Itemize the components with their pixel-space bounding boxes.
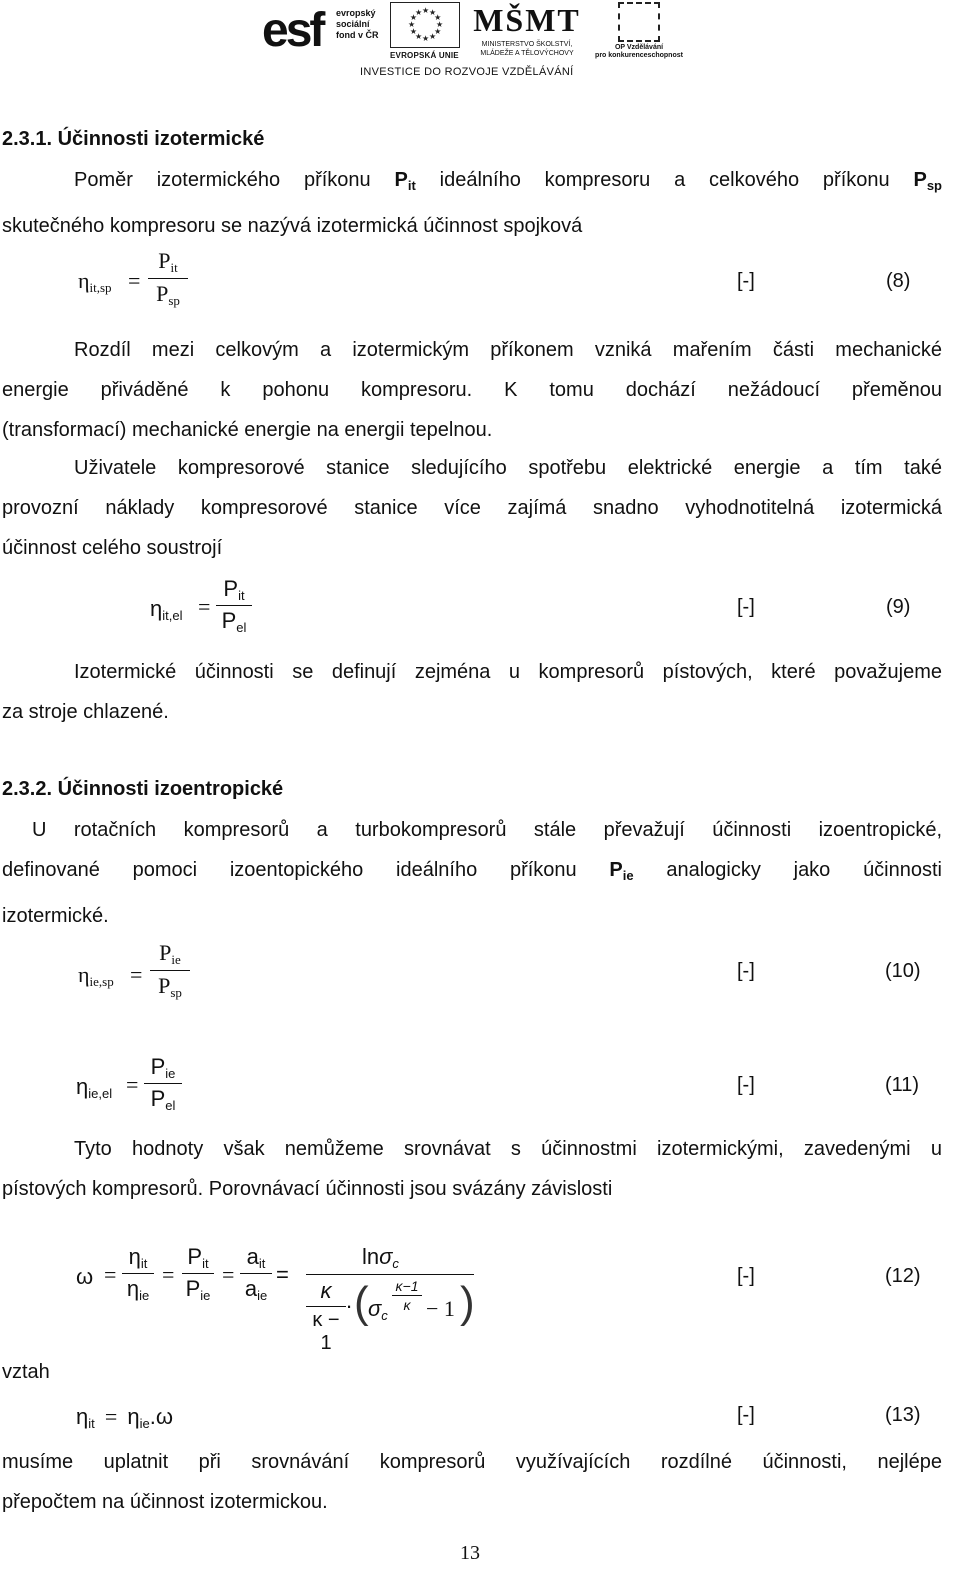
esf-mark: esf <box>262 4 323 57</box>
eu-flag-icon <box>390 2 460 48</box>
eu-star-icon: ★ <box>436 20 444 29</box>
eu-caption: EVROPSKÁ UNIE <box>390 51 459 60</box>
esf-logo <box>262 2 382 60</box>
paragraph-3-line-3: účinnost celého soustrojí <box>2 537 223 559</box>
section-heading-232: 2.3.2. Účinnosti izoentropické <box>2 778 284 800</box>
eq10-unit: [-] <box>737 960 755 982</box>
vztah-text: vztah <box>2 1361 50 1383</box>
eq13-unit: [-] <box>737 1404 755 1426</box>
paragraph-6-line-1: Tyto hodnoty však nemůžeme srovnávat s účinnostmi izotermickými, zavedenými u <box>74 1138 942 1160</box>
eq11-unit: [-] <box>737 1074 755 1096</box>
eu-star-icon: ★ <box>434 27 442 36</box>
paragraph-1-line-1: Poměr izotermického příkonu $P_{it}$ ideálního kompresoru a celkového příkonu $P_{sp}$ <box>74 169 942 193</box>
investice-tagline: INVESTICE DO ROZVOJE VZDĚLÁVÁNÍ <box>360 66 574 78</box>
paragraph-2-line-1: Rozdíl mezi celkovým a izotermickým příkonem vzniká mařením části mechanické <box>74 339 942 361</box>
eq8-unit: [-] <box>737 270 755 292</box>
paragraph-6 <box>2 1129 942 1209</box>
eq11-number: (11) <box>885 1074 920 1096</box>
eu-star-icon: ★ <box>422 34 430 43</box>
equation-11: $\eta_{ie,el}$ = $P_{ie}$ $P_{el}$ <box>76 1054 276 1124</box>
msmt-logo <box>472 0 582 64</box>
eu-star-icon: ★ <box>434 13 442 22</box>
equation-12: ω = $\eta_{it}$ $\eta_{ie}$ = $P_{it}$ $P_{ie}$ = $a_{it}$ $a_{ie}$ = lnσ$_c$ κ κ − 1 . ( $\sigma_c$ κ−1 κ − 1 ) <box>76 1240 496 1350</box>
equation-13: $\eta_{it} = \eta_{ie}.\omega$ <box>76 1404 174 1431</box>
paragraph-5-line-3: izotermické. <box>2 905 109 927</box>
eq13-number: (13) <box>885 1404 921 1426</box>
op-arrow-icon <box>618 2 660 42</box>
paragraph-1-line-2: skutečného kompresoru se nazývá izotermická účinnost spojková <box>2 215 583 237</box>
msmt-line-2: MLÁDEŽE A TĚLOVÝCHOVY <box>480 50 574 57</box>
esf-line-1: evropský <box>336 8 376 18</box>
equation-9: $\eta_{it,el}$ = $P_{it}$ $P_{el}$ <box>150 576 350 646</box>
paragraph-6-line-2: pístových kompresorů. Porovnávací účinnosti jsou svázány závislosti <box>2 1178 613 1200</box>
msmt-line-1: MINISTERSTVO ŠKOLSTVÍ, <box>481 41 573 48</box>
section-heading-231: 2.3.1. Účinnosti izotermické <box>2 128 265 150</box>
eu-star-icon: ★ <box>422 6 430 15</box>
equation-8: $\eta_{it,sp}$ = $P_{it}$ $P_{sp}$ <box>78 248 278 318</box>
eu-star-icon: ★ <box>429 32 437 42</box>
eu-star-icon: ★ <box>429 7 437 17</box>
paragraph-2-line-3: (transformací) mechanické energie na energii tepelnou. <box>2 419 493 441</box>
paragraph-5-line-2: definované pomoci izoentopického ideálního příkonu $P_{ie}$ analogicky jako účinnosti <box>2 859 942 883</box>
op-logo <box>594 0 684 64</box>
eq8-number: (8) <box>886 270 911 292</box>
eq10-number: (10) <box>885 960 921 982</box>
eu-star-icon: ★ <box>415 32 423 42</box>
paragraph-4-line-2: za stroje chlazené. <box>2 701 169 723</box>
paragraph-7-line-1: musíme uplatnit při srovnávání kompresorů využívajících rozdílné účinnosti, nejlépe <box>2 1451 942 1473</box>
msmt-mark: MŠMT <box>473 2 581 38</box>
paragraph-7 <box>2 1442 942 1522</box>
eq12-number: (12) <box>885 1265 921 1287</box>
paragraph-2-line-2: energie přiváděné k pohonu kompresoru. K tomu dochází nežádoucí přeměnou <box>2 379 942 401</box>
eq9-number: (9) <box>886 596 911 618</box>
eq12-unit: [-] <box>737 1265 755 1287</box>
eu-star-icon: ★ <box>415 7 423 17</box>
header-logos <box>262 0 702 90</box>
paragraph-3-line-2: provozní náklady kompresorové stanice více zajímá snadno vyhodnotitelná izotermická <box>2 497 942 519</box>
paragraph-3 <box>2 448 942 568</box>
paragraph-vztah <box>2 1352 942 1392</box>
paragraph-7-line-2: přepočtem na účinnost izotermickou. <box>2 1491 328 1513</box>
eu-star-icon: ★ <box>409 13 418 22</box>
paragraph-3-line-1: Uživatele kompresorové stanice sledujícího spotřebu elektrické energie a tím také <box>74 457 942 479</box>
eu-star-icon: ★ <box>409 27 418 36</box>
equation-10: $\eta_{ie,sp}$ = $P_{ie}$ $P_{sp}$ <box>78 940 278 1010</box>
op-line-1: OP Vzdělávání <box>614 44 664 51</box>
eq9-unit: [-] <box>737 596 755 618</box>
eq12-big-fraction: lnσ$_c$ κ κ − 1 . ( $\sigma_c$ κ−1 κ − 1 ) <box>306 1240 474 1350</box>
esf-line-3: fond v ČR <box>336 30 379 40</box>
eu-logo <box>390 2 462 64</box>
paragraph-5-line-1: U rotačních kompresorů a turbokompresorů stále převažují účinnosti izoentropické, <box>32 819 942 841</box>
esf-text <box>336 8 396 41</box>
op-line-2: pro konkurenceschopnost <box>595 52 683 59</box>
eu-star-icon: ★ <box>408 20 416 29</box>
esf-line-2: sociální <box>336 19 370 29</box>
page-number: 13 <box>460 1542 480 1564</box>
paragraph-1 <box>2 160 942 246</box>
paragraph-5 <box>2 810 942 936</box>
paragraph-4-line-1: Izotermické účinnosti se definují zejména u kompresorů pístových, které považujeme <box>74 661 942 683</box>
paragraph-2 <box>2 330 942 450</box>
paragraph-4 <box>2 652 942 732</box>
